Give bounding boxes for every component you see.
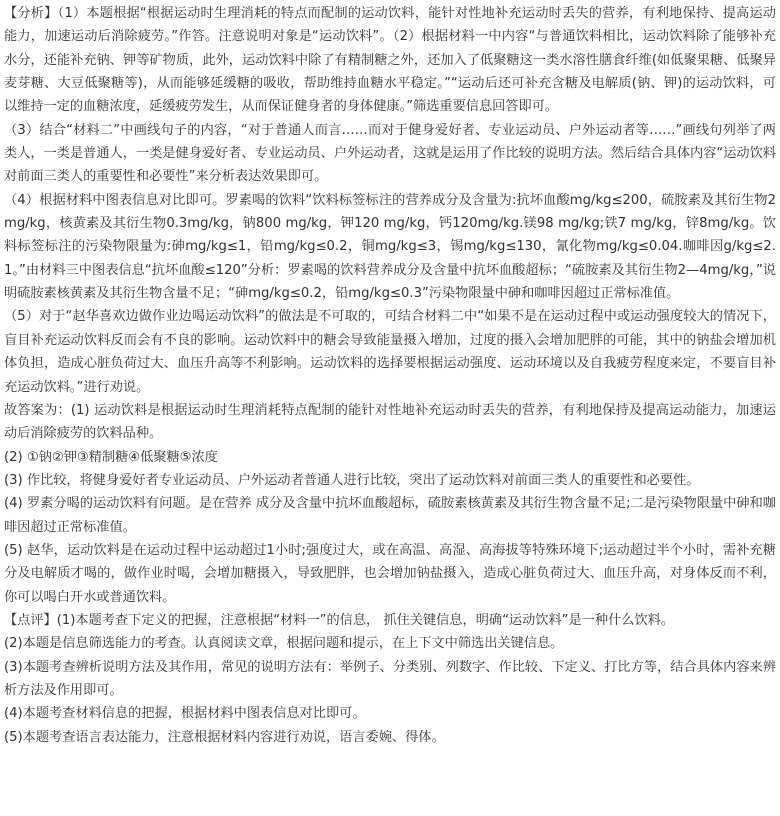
analysis-part-3: （3）结合“材料二”中画线句子的内容，“对于普通人而言……而对于健身爱好者、专业运动员、户外运动者等……”画线句列举了两类人，一类是普通人，一类是健身爱好者、专业运动员、户外运动者，这就是运用了作比较的说明方法。然后结合具体内容“运动饮料对前面三类人的重要性和必要性”来分析表达效果即可。: [4, 122, 776, 185]
answer-1: 故答案为：(1) 运动饮料是根据运动时生理消耗特点配制的能针对性地补充运动时丢失的营养，有利地保持及提高运动能力，加速运动后消除疲劳的饮料品种。: [4, 402, 776, 442]
comment-1: 【点评】(1)本题考查下定义的把握，注意根据“材料一”的信息， 抓住关键信息，明确“运动饮料”是一种什么饮料。: [4, 612, 675, 628]
answer-3: (3) 作比较，将健身爱好者专业运动员、户外运动者普通人进行比较，突出了运动饮料对前面三类人的重要性和必要性。: [4, 472, 700, 488]
analysis-part-4: （4）根据材料中图表信息对比即可。罗素喝的饮料“饮料标签标注的营养成分及含量为:抗坏血酸mg/kg≤200，硫胺素及其衍生物2 mg/kg，核黄素及其衍生物0.3mg/kg，钠800 mg/kg，钾120 mg/kg，钙120mg/kg.镁98 mg/kg;铁7 mg/kg，锌8mg/kg。饮料标签标注的污染物限量为:砷mg/kg≤1，铅mg/kg≤0.2，铜mg/kg≤3，锡mg/kg≤130，氰化物mg/kg≤0.04.咖啡因g/kg≤2. 1。”由材料三中图表信息“抗坏血酸≤120”分析：罗素喝的饮料营养成分及含量中抗坏血酸超标；“硫胺素及其衍生物2—4mg/kg，”说明硫胺素核黄素及其衍生物含量不足；“砷mg/kg≤0.2，铅mg/kg≤0.3”污染物限量中砷和咖啡因超过正常标准值。: [4, 192, 776, 302]
comment-5: (5)本题考查语言表达能力，注意根据材料内容进行劝说，语言委婉、得体。: [4, 729, 445, 745]
comment-4: (4)本题考查材料信息的把握，根据材料中图表信息对比即可。: [4, 706, 366, 722]
answer-5: (5) 赵华，运动饮料是在运动过程中运动超过1小时;强度过大，或在高温、高湿、高海拔等特殊环境下;运动超过半个小时，需补充糖分及电解质才喝的，做作业时喝，会增加糖摄入，导致肥胖，也会增加钠盐摄入，造成心脏负荷过大、血压升高，对身体反而不利，你可以喝白开水或普通饮料。: [4, 542, 776, 605]
answer-4: (4) 罗素分喝的运动饮料有问题。是在营养 成分及含量中抗坏血酸超标，硫胺素核黄素及其衍生物含量不足;二是污染物限量中砷和咖啡因超过正常标准值。: [4, 496, 776, 535]
comment-2: (2)本题是信息筛选能力的考查。认真阅读文章，根据问题和提示，在上下文中筛选出关键信息。: [4, 636, 564, 652]
answer-2: (2) ①钠②钾③精制糖④低聚糖⑤浓度: [4, 449, 218, 465]
comment-3: (3)本题考查辨析说明方法及其作用，常见的说明方法有：举例子、分类别、列数字、作比较、下定义、打比方等，结合具体内容来辨析方法及作用即可。: [4, 659, 776, 698]
analysis-part-1-2: 【分析】（1）本题根据“根据运动时生理消耗的特点而配制的运动饮料，能针对性地补充运动时丢失的营养，有利地保持、提高运动能力，加速运动后消除疲劳。”作答。注意说明对象是“运动饮料”。（2）根据材料一中内容“与普通饮料相比，运动饮料除了能够补充水分，还能补充钠、钾等矿物质，此外，运动饮料中除了有精制糖之外，还加入了低聚糖这一类水溶性膳食纤维(如低聚果糖、低聚异麦芽糖、大豆低聚糖等)，从而能够延缓糖的吸收，帮助维持血糖水平稳定。”“运动后还可补充含糖及电解质(钠、钾)的运动饮料，可以维持一定的血糖浓度，延缓疲劳发生，从而保证健身者的身体健康。”筛选重要信息回答即可。: [4, 6, 776, 115]
analysis-part-5: （5）对于“赵华喜欢边做作业边喝运动饮料”的做法是不可取的，可结合材料二中“如果不是在运动过程中或运动强度较大的情况下，盲目补充运动饮料反而会有不良的影响。运动饮料中的糖会导致能量摄入增加，过度的摄入会增加肥胖的可能，其中的钠盐会增加机体负担，造成心脏负荷过大、血压升高等不利影响。运动饮料的选择要根据运动强度、运动环境以及自我疲劳程度来定，不要盲目补充运动饮料。”进行劝说。: [4, 309, 776, 395]
